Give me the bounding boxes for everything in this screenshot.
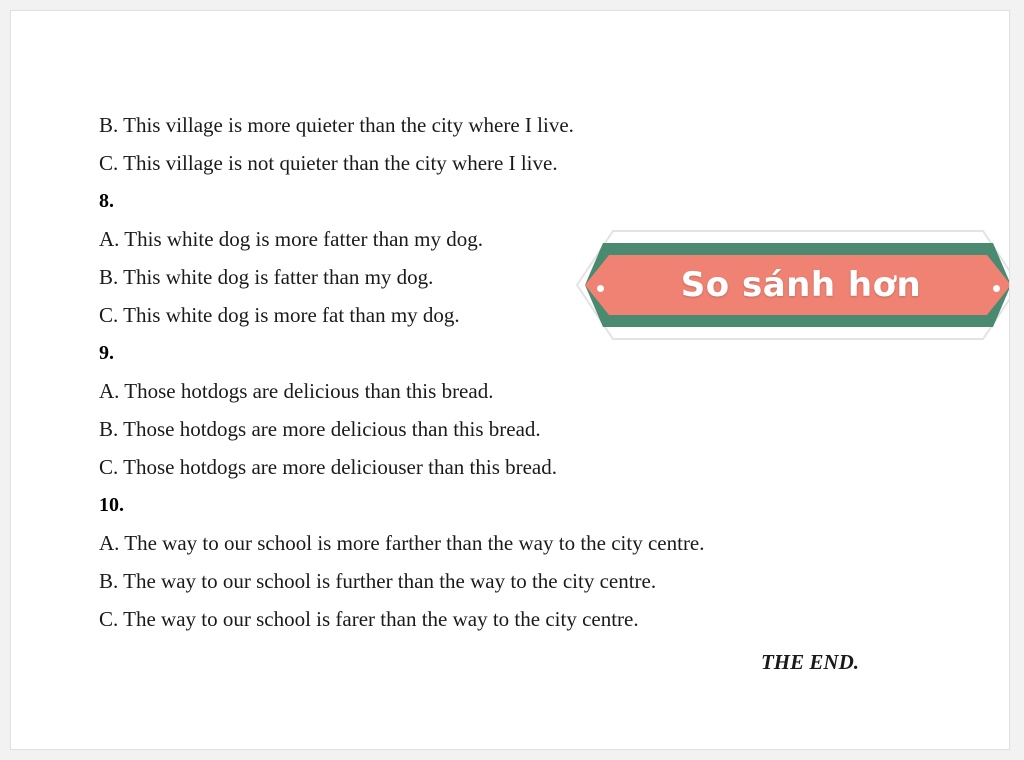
answer-option: A. Those hotdogs are delicious than this bread. [99, 379, 494, 403]
document-text-body [99, 106, 939, 675]
answer-option: B. This white dog is fatter than my dog. [99, 265, 434, 289]
answer-option: B. This village is more quieter than the city where I live. [99, 113, 574, 137]
banner-label: So sánh hơn [680, 265, 922, 305]
answer-option: C. This white dog is more fat than my dog. [99, 303, 460, 327]
so-sanh-hon-banner [573, 227, 1010, 343]
document-page [10, 10, 1010, 750]
answer-option: A. The way to our school is more farther than the way to the city centre. [99, 531, 705, 555]
answer-option: B. The way to our school is further than the way to the city centre. [99, 569, 657, 593]
answer-option: C. Those hotdogs are more deliciouser than this bread. [99, 455, 558, 479]
answer-option: A. This white dog is more fatter than my dog. [99, 227, 483, 251]
question-number: 8. [99, 190, 114, 212]
end-note: THE END. [760, 650, 859, 674]
answer-option: C. The way to our school is farer than the way to the city centre. [99, 607, 639, 631]
question-number: 10. [99, 494, 124, 516]
question-number: 9. [99, 342, 114, 364]
answer-option: B. Those hotdogs are more delicious than this bread. [99, 417, 541, 441]
answer-option: C. This village is not quieter than the city where I live. [99, 151, 558, 175]
